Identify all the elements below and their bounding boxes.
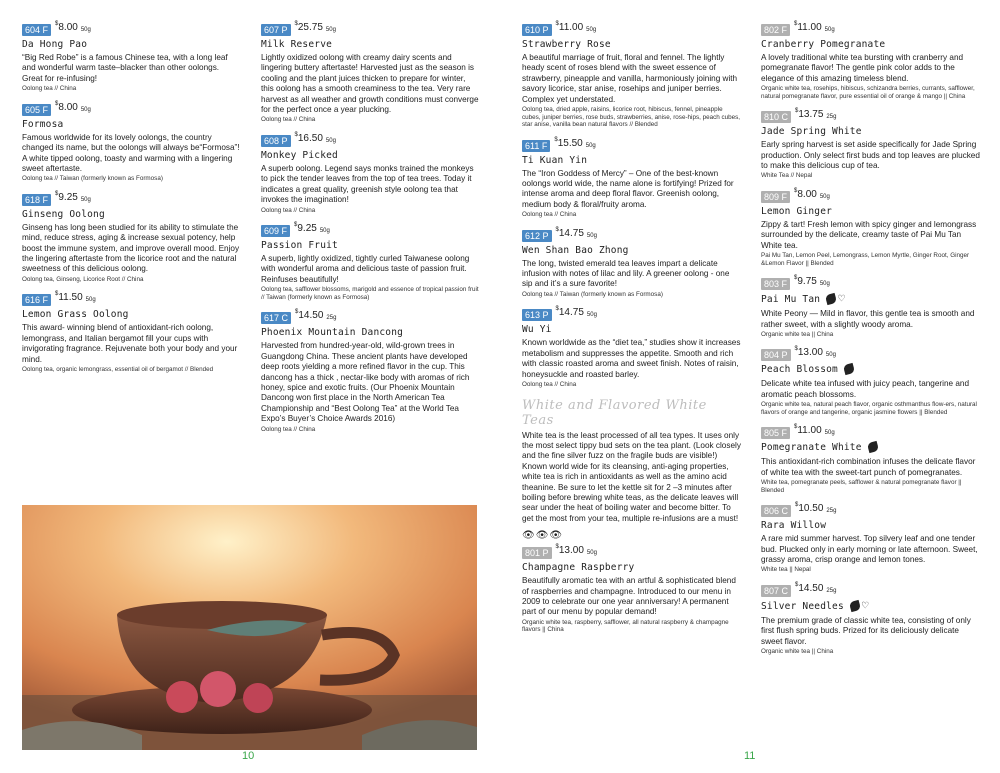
tea-description: Ginseng has long been studied for its ability to stimulate the mind, reduce stress, aging & increase sexual potency, help boost the immune system, and improve overall mood. Enjoy the lingering aftertaste from the licorice root and the natural sweetness of this delicious oolong. xyxy=(22,222,240,274)
column-4 xyxy=(761,22,981,665)
price: $8.00 xyxy=(55,21,78,33)
tea-ingredients: Oolong tea // China xyxy=(261,206,316,214)
price: $9.25 xyxy=(55,190,78,203)
price: $10.50 xyxy=(795,502,824,515)
tea-description: This award- winning blend of antioxidant-rich oolong, lemongrass, and Italian bergamot fill your cups with invigorating fragrance. Rejuvenate both your body and your mind. xyxy=(22,323,238,364)
tea-item xyxy=(761,347,981,416)
tea-name: Champagne Raspberry xyxy=(522,562,635,574)
weight: 50g xyxy=(325,137,336,144)
tea-item xyxy=(761,503,981,574)
tea-description: Zippy & tart! Fresh lemon with spicy ginger and lemongrass surrounded by the delicate, creamy taste of Pai Mu Tan White tea. xyxy=(761,219,977,250)
item-code: 605 F xyxy=(22,104,51,116)
weight: 50g xyxy=(319,228,330,235)
tea-name: Pai Mu Tan ♡ xyxy=(761,292,846,306)
weight: 50g xyxy=(824,27,835,33)
tea-description: A beautiful marriage of fruit, floral and fennel. The lightly heady scent of roses blend with the sweet essence of strawberry, pineapple and vanilla, harmoniously joining with savory licorice, star anise, rosehips and juniper berries. Complex yet understated. xyxy=(522,53,738,104)
tea-name: Ginseng Oolong xyxy=(22,208,105,220)
tea-header xyxy=(761,276,981,292)
tea-description: The long, twisted emerald tea leaves impart a delicate infusion with notes of lilac and lily. A greener oolong - one sip and it’s a sure favorite! xyxy=(522,258,730,289)
tea-item xyxy=(522,307,742,388)
tea-description: Beautifully aromatic tea with an artful & sophisticated blend of raspberries and champagne. Introduced to our menu in 2009 to celebrate our one year anniversary! A permanent part of our menu by popular demand! xyxy=(522,576,736,617)
tea-header xyxy=(522,22,742,38)
tea-description: Lightly oxidized oolong with creamy dairy scents and lingering buttery aftertaste! Harvested just as the season is cooling and the plant juices thicken to prepare for winter, this oolong has a smooth creaminess to the tea. Very rare harvest as all weather and growth conditions must converge for the perfect once a year plucking. xyxy=(261,53,479,115)
item-code: 809 F xyxy=(761,191,790,203)
tea-ingredients: Oolong tea, dried apple, raisins, licorice root, hibiscus, fennel, pineapple cubes, juniper berries, rose buds, strawberries, anise, rose-hips, peach cubes, star anise, vanilla bean natural flavors // Blended xyxy=(522,106,741,129)
price: $13.00 xyxy=(794,346,823,359)
section-title: White and Flavored White Teas xyxy=(522,397,707,428)
weight: 50g xyxy=(586,312,597,319)
tea-name: Ti Kuan Yin xyxy=(522,154,588,166)
tea-description: Early spring harvest is set aside specifically for Jade Spring production. Only select first buds and top leaves are plucked to make this delicious cup of tea. xyxy=(761,140,980,171)
weight: 25g xyxy=(326,315,337,322)
price: $14.50 xyxy=(795,581,824,594)
tea-icons xyxy=(842,364,854,375)
tea-header xyxy=(761,503,981,519)
tea-name: Passion Fruit xyxy=(261,240,338,252)
tea-ingredients: Oolong tea // China xyxy=(261,425,316,433)
price: $15.50 xyxy=(554,136,583,149)
weight: 50g xyxy=(325,27,336,33)
tea-name: Pomegranate White xyxy=(761,442,981,454)
tea-name: Wen Shan Bao Zhong xyxy=(522,244,629,256)
tea-header xyxy=(761,22,981,38)
tea-header xyxy=(761,189,981,205)
tea-name: Strawberry Rose xyxy=(522,39,611,50)
tea-header xyxy=(261,223,479,239)
tea-ingredients: Organic white tea || China xyxy=(761,648,834,656)
item-code: 810 C xyxy=(761,111,791,123)
weight: 50g xyxy=(585,142,596,149)
teacup-photo xyxy=(22,505,477,750)
tea-name: Milk Reserve xyxy=(261,39,333,50)
tea-header xyxy=(761,109,981,125)
tea-item xyxy=(761,276,981,338)
tea-name: Peach Blossom xyxy=(761,364,981,376)
tea-ingredients: Organic white tea, raspberry, safflower, all natural raspberry & champagne flavors || China xyxy=(522,618,729,634)
item-code: 604 F xyxy=(22,24,51,36)
page-number-left: 10 xyxy=(242,750,255,762)
tea-description: A superb oolong. Legend says monks trained the monkeys to pick the tender leaves from the top of tea trees. Today it indicates a great quality, greenish style oolong tea that invokes the imagination! xyxy=(261,163,474,205)
column-3 xyxy=(522,22,742,643)
item-code: 609 F xyxy=(261,225,290,237)
price: $13.75 xyxy=(795,108,824,121)
tea-description: White Peony — Mild in flavor, this gentle tea is smooth and rather sweet, with a slightly woody aroma. xyxy=(761,309,975,329)
tea-ingredients: Organic white tea || China xyxy=(761,330,834,338)
tea-ingredients: Oolong tea // China xyxy=(261,116,316,124)
tea-item xyxy=(261,22,479,124)
tea-header xyxy=(522,307,742,323)
price: $14.75 xyxy=(555,306,584,319)
tea-icons xyxy=(824,294,845,305)
tea-ingredients: Oolong tea // Taiwan (formerly known as Formosa) xyxy=(22,175,163,183)
tea-description: A lovely traditional white tea bursting with cranberry and pomegranate flavor! The gentle pink color adds to the elegance of this amazing timeless blend. xyxy=(761,53,964,83)
tea-ingredients: Oolong tea, Ginseng, Licorice Root // China xyxy=(22,275,144,283)
heart-icon: ♡ xyxy=(861,598,869,612)
heart-icon: ♡ xyxy=(838,292,846,306)
tea-item xyxy=(22,192,240,284)
price: $11.00 xyxy=(555,21,584,33)
tea-name: Rara Willow xyxy=(761,520,827,532)
leaf-icon xyxy=(825,293,837,305)
price: $11.00 xyxy=(794,21,822,33)
weight: 25g xyxy=(826,587,837,594)
tea-header xyxy=(261,22,479,38)
item-code: 618 F xyxy=(22,194,51,206)
price: $8.00 xyxy=(794,187,817,200)
tea-description: The “Iron Goddess of Mercy” – One of the best-known oolongs world wide, the name alone is fortifying! Prized for intense aroma and deep floral flavor. Greenish oolong, medium body & floral/fruity aroma. xyxy=(522,168,734,209)
price: $9.75 xyxy=(794,275,817,288)
price: $25.75 xyxy=(294,21,323,33)
tea-header xyxy=(761,347,981,363)
tea-ingredients: White Tea // Nepal xyxy=(761,172,813,180)
item-code: 611 F xyxy=(522,140,550,152)
page-number-right: 11 xyxy=(744,750,756,762)
tea-icons xyxy=(866,442,878,453)
tea-item xyxy=(22,22,240,93)
tea-ingredients: Oolong tea, organic lemongrass, essential oil of bergamot // Blended xyxy=(22,366,214,373)
eyes-icon: 👁👁👁 xyxy=(522,530,564,542)
weight: 50g xyxy=(80,196,91,203)
weight: 50g xyxy=(85,297,96,304)
item-code: 801 P xyxy=(522,547,552,559)
tea-name: Lemon Grass Oolong xyxy=(22,309,129,321)
tea-ingredients: Organic white tea, natural peach flavor, organic osthmanthus flow-ers, natural flavors of orange and tangerine, organic jasmine flowers || Blended xyxy=(761,401,977,416)
weight: 25g xyxy=(826,114,837,121)
price: $11.00 xyxy=(794,424,822,437)
tea-description: The premium grade of classic white tea, consisting of only first flush spring buds. Prized for its deliciously delicate sweet flavor. xyxy=(761,615,971,646)
weight: 50g xyxy=(825,352,836,359)
tea-name: Formosa xyxy=(22,118,64,130)
weight: 50g xyxy=(824,430,835,437)
tea-ingredients: Oolong tea, safflower blossoms, marigold and essence of tropical passion fruit // Taiwan (formerly known as Formosa) xyxy=(261,286,479,301)
tea-item xyxy=(522,228,742,299)
tea-description: “Big Red Robe” is a famous Chinese tea, with a long leaf and wonderful warm taste–blacker than other oolongs. Great for re-infusing! xyxy=(22,53,228,83)
tea-ingredients: Oolong tea // China xyxy=(22,85,77,93)
leaf-icon xyxy=(849,600,861,612)
tea-ingredients: Oolong tea // Taiwan (formerly known as Formosa) xyxy=(522,290,663,298)
tea-item xyxy=(261,223,479,301)
tea-item xyxy=(522,545,742,634)
item-code: 806 C xyxy=(761,505,791,517)
tea-name: Jade Spring White xyxy=(761,126,862,138)
tea-item xyxy=(261,310,479,433)
tea-item xyxy=(522,22,742,129)
tea-header xyxy=(22,102,240,118)
tea-description: A superb, lightly oxidized, tightly curled Taiwanese oolong with wonderful aroma and delicious taste of passion fruit. Reinfuses beautifully! xyxy=(261,254,470,284)
item-code: 803 F xyxy=(761,278,790,290)
tea-name: Silver Needles ♡ xyxy=(761,598,869,612)
column-1 xyxy=(22,22,240,383)
weight: 50g xyxy=(586,232,597,239)
item-code: 608 P xyxy=(261,135,291,147)
tea-header xyxy=(22,192,240,208)
tea-header xyxy=(761,583,981,599)
tea-name: Phoenix Mountain Dancong xyxy=(261,327,404,339)
tea-item xyxy=(761,189,981,267)
weight: 50g xyxy=(80,106,91,113)
tea-name: Cranberry Pomegranate xyxy=(761,39,886,50)
tea-ingredients: Organic white tea, rosehips, hibiscus, schizandra berries, currants, safflower, natural pomegranate flavor, pure essential oil of orange & mango || China xyxy=(761,85,975,100)
column-2 xyxy=(261,22,479,442)
tea-description: Harvested from hundred-year-old, wild-grown trees in Guangdong China. These ancient plants have developed deep roots yielding a more refined flavor in the cup. This dancong has a thick , nectar-like body with aromas of rich honey, spice and exotic fruits. (Our Phoenix Mountain Dancong won first place in the North American Tea Championship and “Best Oolong Tea” at the World Tea Expo’s Buyer’s Choice Awards 2016) xyxy=(261,341,470,424)
tea-ingredients: White tea, pomegranate peels, safflower & natural pomegranate flavor || Blended xyxy=(761,479,962,494)
weight: 25g xyxy=(826,508,837,515)
tea-description: Delicate white tea infused with juicy peach, tangerine and aromatic peach blossoms. xyxy=(761,379,969,399)
price: $9.25 xyxy=(294,222,317,235)
price: $13.00 xyxy=(555,544,584,557)
weight: 50g xyxy=(819,193,830,200)
price: $14.50 xyxy=(295,309,324,322)
tea-header xyxy=(522,228,742,244)
item-code: 807 C xyxy=(761,585,791,597)
item-code: 804 P xyxy=(761,349,791,361)
item-code: 613 P xyxy=(522,309,552,321)
weight: 50g xyxy=(819,281,830,288)
tea-description: A rare mid summer harvest. Top silvery leaf and one tender bud. Plucked only in early morning or late afternoon. Sweet, grassy aroma, crisp orange and lemon tones. xyxy=(761,534,978,564)
price: $11.50 xyxy=(55,291,83,304)
tea-name: Wu Yi xyxy=(522,324,552,336)
tea-header xyxy=(22,292,240,308)
tea-description: This antioxidant-rich combination infuses the delicate flavor of white tea with the sweet-tart punch of pomegranates. xyxy=(761,457,976,477)
tea-item xyxy=(761,425,981,494)
tea-name: Lemon Ginger xyxy=(761,205,833,217)
tea-ingredients: Oolong tea // China xyxy=(522,381,577,388)
item-code: 616 F xyxy=(22,294,51,306)
weight: 50g xyxy=(586,550,597,557)
tea-description: Famous worldwide for its lovely oolongs, the country changed its name, but the oolongs will always be“Formosa”! A white tipped oolong, toasty and warming with a lingering sweet aftertaste. xyxy=(22,132,240,173)
tea-description: Known worldwide as the “diet tea,” studies show it increases metabolism and suppresses the appetite. Smooth and rich with classic roasted aroma and sweet finish. Notes of raisin, honeysuckle and roasted barley. xyxy=(522,338,741,379)
tea-item xyxy=(761,22,981,100)
item-code: 617 C xyxy=(261,312,291,324)
item-code: 612 P xyxy=(522,230,552,242)
tea-icons xyxy=(848,598,869,612)
item-code: 610 P xyxy=(522,24,552,36)
tea-item xyxy=(261,133,479,214)
item-code: 607 P xyxy=(261,24,291,36)
price: $8.00 xyxy=(55,100,78,113)
tea-ingredients: Pai Mu Tan, Lemon Peel, Lemongrass, Lemon Myrtle, Ginger Root, Ginger &Lemon Flavor || Blended xyxy=(761,252,970,267)
weight: 50g xyxy=(80,27,91,33)
leaf-icon xyxy=(867,441,879,453)
tea-ingredients: Oolong tea // China xyxy=(522,211,577,219)
tea-item xyxy=(761,109,981,180)
tea-name: Da Hong Pao xyxy=(22,39,88,50)
tea-header xyxy=(522,138,742,154)
section-intro: White tea is the least processed of all tea types. It uses only the most select tippy bud sets on the tea plant. (Look closely and the fine silver fuzz on the fragile buds are visible!) Known world wide for its cleansing, anti-aging properties, white tea is rich in antioxidants as well as the amino acid theanine. Be sure to let the kettle sit for 2 –3 minutes after boiling before brewing white teas, as the delicate leaves will sear under the heat of boiling water and become bitter. To get the most from your tea, multiple re-infusions are a must! xyxy=(522,430,741,523)
tea-item xyxy=(22,292,240,373)
price: $16.50 xyxy=(294,131,323,144)
tea-item xyxy=(761,583,981,656)
tea-header xyxy=(22,22,240,38)
weight: 50g xyxy=(586,27,597,33)
tea-header xyxy=(261,310,479,326)
tea-item xyxy=(22,102,240,183)
tea-header xyxy=(522,545,742,561)
item-code: 805 F xyxy=(761,427,790,439)
item-code: 802 F xyxy=(761,24,790,36)
leaf-icon xyxy=(843,363,855,375)
tea-ingredients: White tea || Nepal xyxy=(761,566,811,574)
tea-header xyxy=(261,133,479,149)
tea-item xyxy=(522,138,742,219)
price: $14.75 xyxy=(555,226,584,239)
tea-header xyxy=(761,425,981,441)
tea-name: Monkey Picked xyxy=(261,149,338,161)
